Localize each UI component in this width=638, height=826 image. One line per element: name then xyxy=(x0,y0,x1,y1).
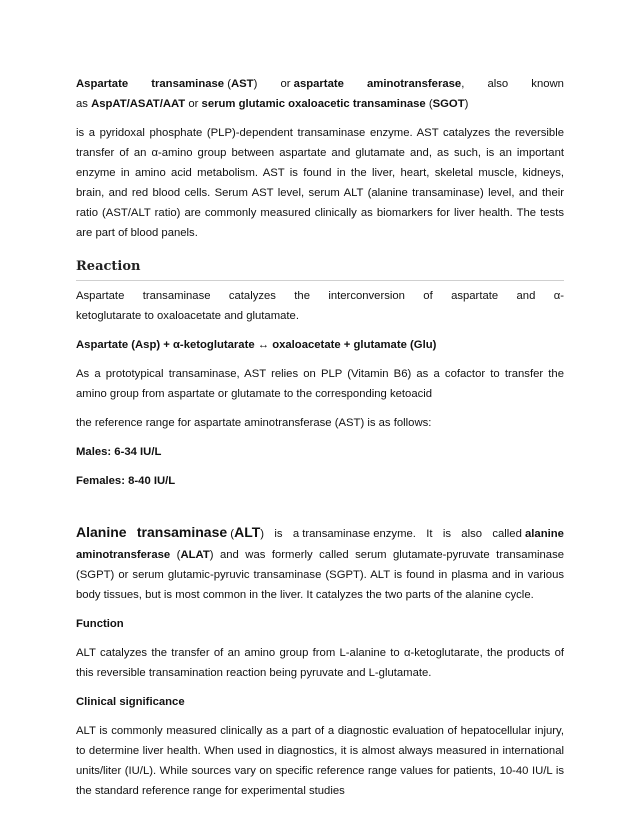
reference-females: Females: 8-40 IU/L xyxy=(76,475,176,487)
alt-word-aminotransferase: aminotransferase xyxy=(76,549,171,561)
alt-paren-close: ) xyxy=(260,528,265,540)
alt-transaminase-group xyxy=(137,521,264,545)
alt-word-also: also xyxy=(461,528,483,540)
intro-word-also: also xyxy=(487,78,509,90)
prototypical-paragraph: As a prototypical transaminase, AST relies on PLP (Vitamin B6) as a cofactor to transfer the amino group from aspartate or glutamate to the corresponding ketoacid xyxy=(76,368,564,400)
alt-called-group xyxy=(492,523,564,545)
alt-word-it: It xyxy=(426,528,433,540)
reaction-equation: Aspartate (Asp) + α-ketoglutarate ↔ oxaloacetate + glutamate (Glu) xyxy=(76,339,437,351)
alt-heading-line xyxy=(76,521,564,545)
intro-paren-close-2: ) xyxy=(464,98,469,110)
clinical-paragraph: ALT is commonly measured clinically as a part of a diagnostic evaluation of hepatocellular injury, to determine liver health. When used in diagnostics, it is almost always measured in international units/liter (IU/L). While sources vary on specific reference range values for patients, 10-40 IU/L is the standard reference range for experimental studies xyxy=(76,725,564,797)
intro-paren-open: ( xyxy=(227,78,231,90)
reference-males: Males: 6-34 IU/L xyxy=(76,446,162,458)
alt-word-is: is xyxy=(274,528,283,540)
function-paragraph: ALT catalyzes the transfer of an amino group from L-alanine to α-ketoglutarate, the products of this reversible transamination reaction being pyruvate and L-glutamate. xyxy=(76,647,564,679)
intro-line-2 xyxy=(76,94,564,114)
clinical-heading: Clinical significance xyxy=(76,696,185,708)
intro-block xyxy=(76,74,564,114)
intro-word-transaminase-group xyxy=(151,74,257,94)
alt-paragraph xyxy=(76,545,564,605)
intro-word-or: or xyxy=(280,78,291,90)
ast-description: is a pyridoxal phosphate (PLP)-dependent transaminase enzyme. AST catalyzes the reversible transfer of an α-amino group between aspartate and glutamate and, as such, is an important enzyme in amino acid metabolism. AST is found in the liver, heart, skeletal muscle, kidneys, brain, and red blood cells. Serum AST level, serum ALT (alanine transaminase) level, and their ratio (AST/ALT ratio) are commonly measured clinically as biomarkers for liver health. The tests are part of blood panels. xyxy=(76,127,564,239)
document-page xyxy=(76,74,564,810)
alt-word-alanine-2: alanine xyxy=(525,528,564,540)
intro-as: as xyxy=(76,98,92,110)
reaction-text-line-1: Aspartate transaminase catalyzes the interconversion of aspartate and α- xyxy=(76,290,564,302)
alt-paragraph-rest: ) and was formerly called serum glutamate-pyruvate transaminase (SGPT) or serum glutamic-pyruvic transaminase (SGPT). ALT is found in plasma and in various body tissues, but is most common in the liver. It catalyzes the two parts of the alanine cycle. xyxy=(76,549,564,601)
intro-word-aspartate: Aspartate xyxy=(76,78,129,90)
alt-paren-open: ( xyxy=(227,528,235,540)
intro-sgot-full: serum glutamic oxaloacetic transaminase xyxy=(201,98,426,110)
alt-paren-open-2: ( xyxy=(170,549,181,561)
function-heading: Function xyxy=(76,618,124,630)
intro-or-aspartate xyxy=(280,74,343,94)
intro-comma: , xyxy=(461,78,465,90)
reaction-heading: Reaction xyxy=(76,259,564,281)
intro-abbr-list: AspAT/ASAT/AAT xyxy=(91,98,186,110)
intro-abbr-sgot: SGOT xyxy=(432,98,465,110)
intro-or-2: or xyxy=(185,98,202,110)
intro-word-aminotransferase: aminotransferase xyxy=(367,78,462,90)
reaction-text-line-2: ketoglutarate to oxaloacetate and glutamate. xyxy=(76,310,299,322)
intro-paren-close: ) xyxy=(253,78,258,90)
alt-word-called: called xyxy=(492,528,525,540)
alt-abbr-alt: ALT xyxy=(234,524,261,540)
intro-word-known: known xyxy=(531,78,564,90)
alt-abbr-alat: ALAT xyxy=(180,549,210,561)
intro-line-1 xyxy=(76,74,564,94)
intro-word-aspartate-2: aspartate xyxy=(293,78,344,90)
alt-word-is-2: is xyxy=(442,528,451,540)
intro-paren-open-2: ( xyxy=(425,98,433,110)
reaction-text xyxy=(76,286,564,326)
intro-abbr-ast: AST xyxy=(230,78,254,90)
intro-aminotransferase-group xyxy=(367,74,464,94)
alt-word-transaminase: transaminase xyxy=(136,524,228,540)
reference-range-intro: the reference range for aspartate aminotransferase (AST) is as follows: xyxy=(76,417,432,429)
intro-word-transaminase: transaminase xyxy=(151,78,225,90)
alt-word-transaminase-enzyme: a transaminase enzyme. xyxy=(292,528,416,540)
alt-word-alanine: Alanine xyxy=(76,524,127,540)
